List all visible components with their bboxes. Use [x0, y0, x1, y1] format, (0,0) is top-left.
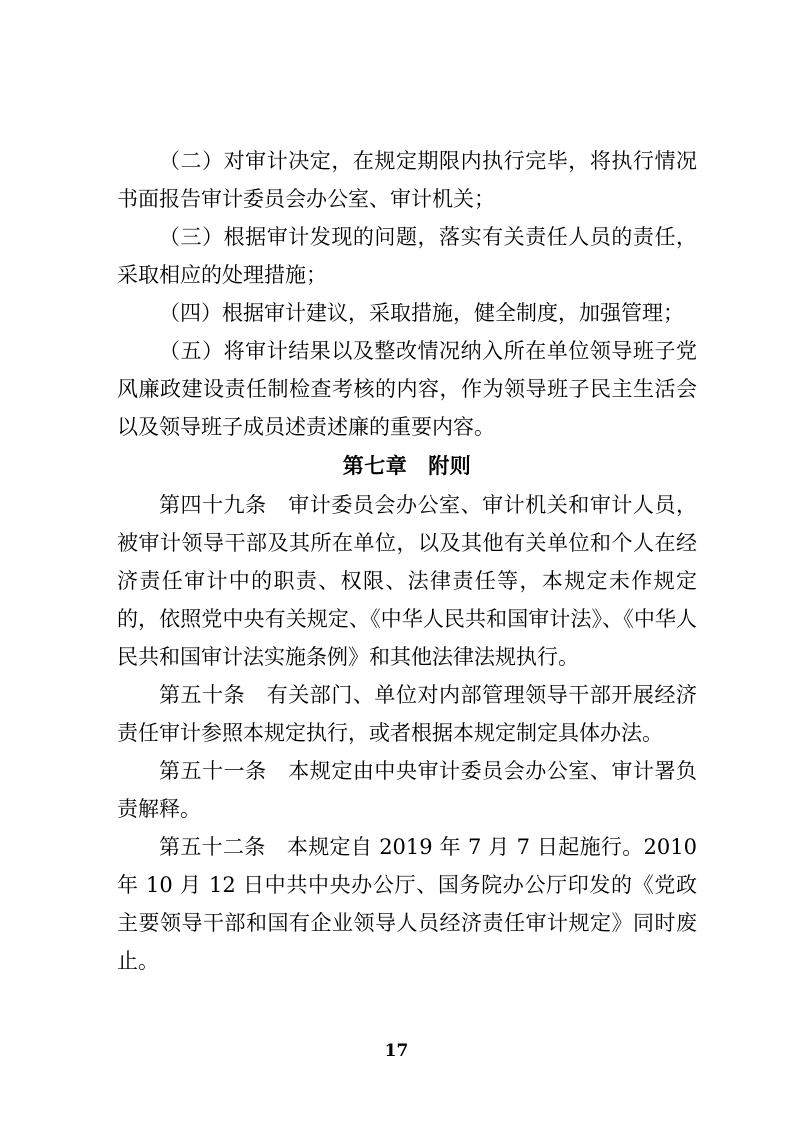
- page-number: 17: [384, 1041, 409, 1061]
- article-text: 审计委员会办公室、审计机关和审计人员，被审计领导干部及其所在单位，以及其他有关单位和个人在经济责任审计中的职责、权限、法律责任等，本规定未作规定的，依照党中央有关规定、《中华人民共和国审计法》、《中华人民共和国审计法实施条例》和其他法律法规执行。: [117, 493, 698, 669]
- article-51: [117, 752, 697, 828]
- article-49: [117, 486, 697, 676]
- article-text: 有关部门、单位对内部管理领导干部开展经济责任审计参照本规定执行，或者根据本规定制定具体办法。: [117, 683, 698, 745]
- list-item-5: （五）将审计结果以及整改情况纳入所在单位领导班子党风廉政建设责任制检查考核的内容，作为领导班子民主生活会以及领导班子成员述责述廉的重要内容。: [117, 339, 697, 439]
- document-body: [117, 142, 697, 980]
- article-52: [117, 828, 697, 980]
- list-item-3: （三）根据审计发现的问题，落实有关责任人员的责任，采取相应的处理措施；: [117, 225, 697, 287]
- list-item-4: （四）根据审计建议，采取措施，健全制度，加强管理；: [159, 301, 684, 325]
- article-text: 本规定自 2019 年 7 月 7 日起施行。2010 年 10 月 12 日中共中央办公厅、国务院办公厅印发的《党政主要领导干部和国有企业领导人员经济责任审计规定》同时废止。: [117, 835, 697, 973]
- chapter-number: 第七章: [342, 454, 408, 478]
- article-label: 第四十九条: [159, 493, 267, 517]
- chapter-name: 附则: [428, 454, 472, 478]
- list-item-2: （二）对审计决定，在规定期限内执行完毕，将执行情况书面报告审计委员会办公室、审计机关；: [117, 149, 697, 211]
- article-label: 第五十一条: [159, 759, 267, 783]
- article-text: 本规定由中央审计委员会办公室、审计署负责解释。: [117, 759, 698, 821]
- article-50: [117, 676, 697, 752]
- article-label: 第五十条: [159, 683, 246, 707]
- article-label: 第五十二条: [159, 835, 266, 859]
- chapter-heading: [117, 446, 697, 486]
